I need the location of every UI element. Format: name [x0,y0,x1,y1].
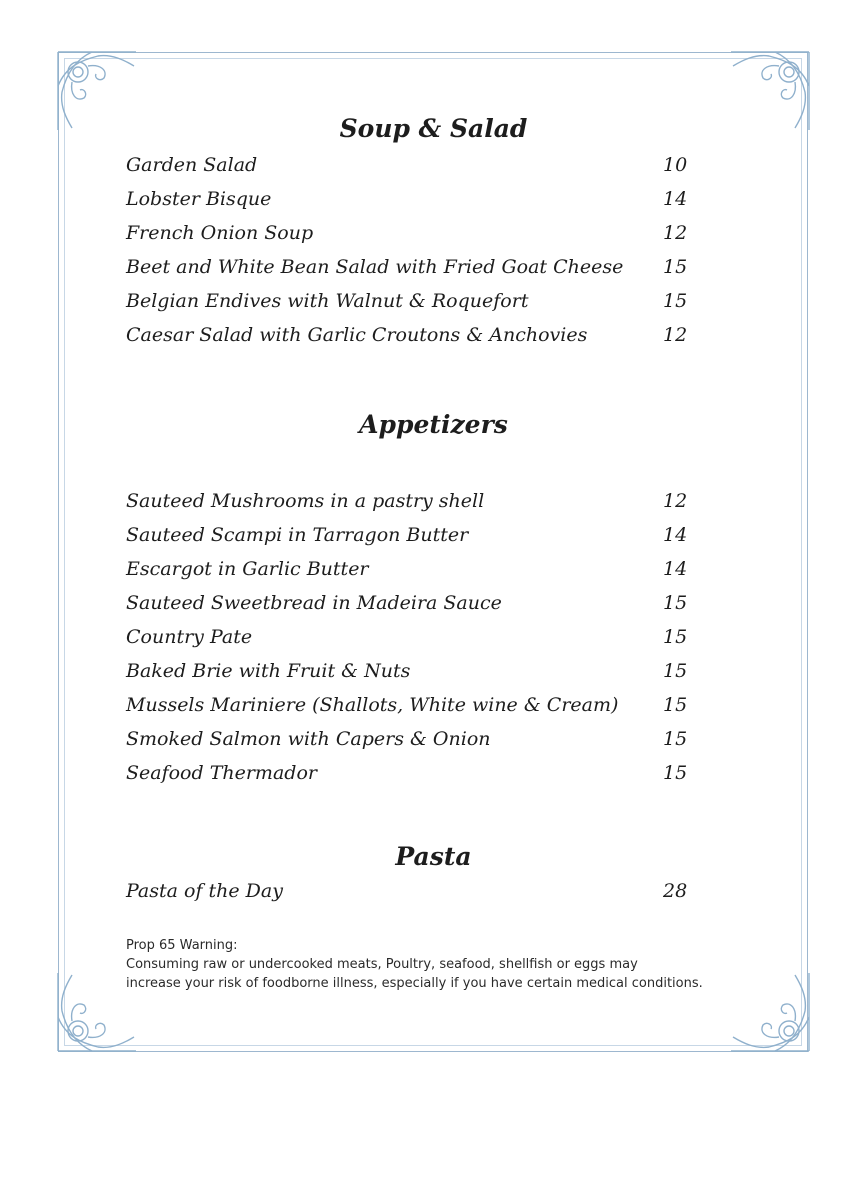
menu-item-price: 14 [663,558,688,580]
menu-item-name: Country Pate [126,626,253,648]
menu-item [126,880,706,914]
menu-item-name: Baked Brie with Fruit & Nuts [126,660,411,682]
menu-item-name: Sauteed Sweetbread in Madeira Sauce [126,592,502,614]
menu-item [126,524,706,558]
menu-item-price: 15 [663,728,688,750]
menu-item [126,256,706,290]
warning-line-2: increase your risk of foodborne illness, especially if you have certain medical conditions. [126,976,703,991]
section-title-soup-salad: Soup & Salad [339,114,528,143]
warning-heading: Prop 65 Warning: [126,938,238,953]
menu-item [126,592,706,626]
warning-line-1: Consuming raw or undercooked meats, Poultry, seafood, shellfish or eggs may [126,957,638,972]
menu-item-name: Mussels Mariniere (Shallots, White wine & Cream) [126,694,619,716]
menu-item [126,728,706,762]
menu-item-price: 15 [663,694,688,716]
menu-item-name: Escargot in Garlic Butter [126,558,369,580]
menu-item-price: 15 [663,592,688,614]
menu-item-name: Seafood Thermador [126,762,317,784]
menu-item [126,694,706,728]
menu-item [126,558,706,592]
section-title-appetizers: Appetizers [359,410,508,439]
menu-item-name: Sauteed Scampi in Tarragon Butter [126,524,469,546]
menu-item-price: 12 [663,490,688,512]
menu-item [126,660,706,694]
menu-item [126,324,706,358]
menu-item [126,290,706,324]
menu-item-name: Caesar Salad with Garlic Croutons & Anchovies [126,324,588,346]
menu-item-name: Lobster Bisque [126,188,272,210]
prop65-warning [126,936,766,993]
menu-item-price: 10 [663,154,688,176]
menu-item-price: 14 [663,524,688,546]
menu-item-name: Beet and White Bean Salad with Fried Goat Cheese [126,256,624,278]
menu-item-price: 12 [663,222,688,244]
menu-item-name: Belgian Endives with Walnut & Roquefort [126,290,529,312]
menu-item [126,626,706,660]
menu-item-price: 14 [663,188,688,210]
menu-item-price: 15 [663,626,688,648]
section-title-pasta: Pasta [395,842,472,871]
menu-item [126,490,706,524]
menu-item [126,222,706,256]
menu-item-price: 12 [663,324,688,346]
menu-item-price: 15 [663,256,688,278]
menu-item [126,154,706,188]
menu-item-price: 15 [663,290,688,312]
menu-item [126,188,706,222]
menu-item-name: Pasta of the Day [126,880,283,902]
menu-item-name: Garden Salad [126,154,258,176]
menu-item-name: French Onion Soup [126,222,314,244]
menu-item [126,762,706,796]
menu-item-name: Smoked Salmon with Capers & Onion [126,728,491,750]
menu-item-name: Sauteed Mushrooms in a pastry shell [126,490,485,512]
menu-item-price: 28 [663,880,688,902]
menu-item-price: 15 [663,762,688,784]
menu-item-price: 15 [663,660,688,682]
